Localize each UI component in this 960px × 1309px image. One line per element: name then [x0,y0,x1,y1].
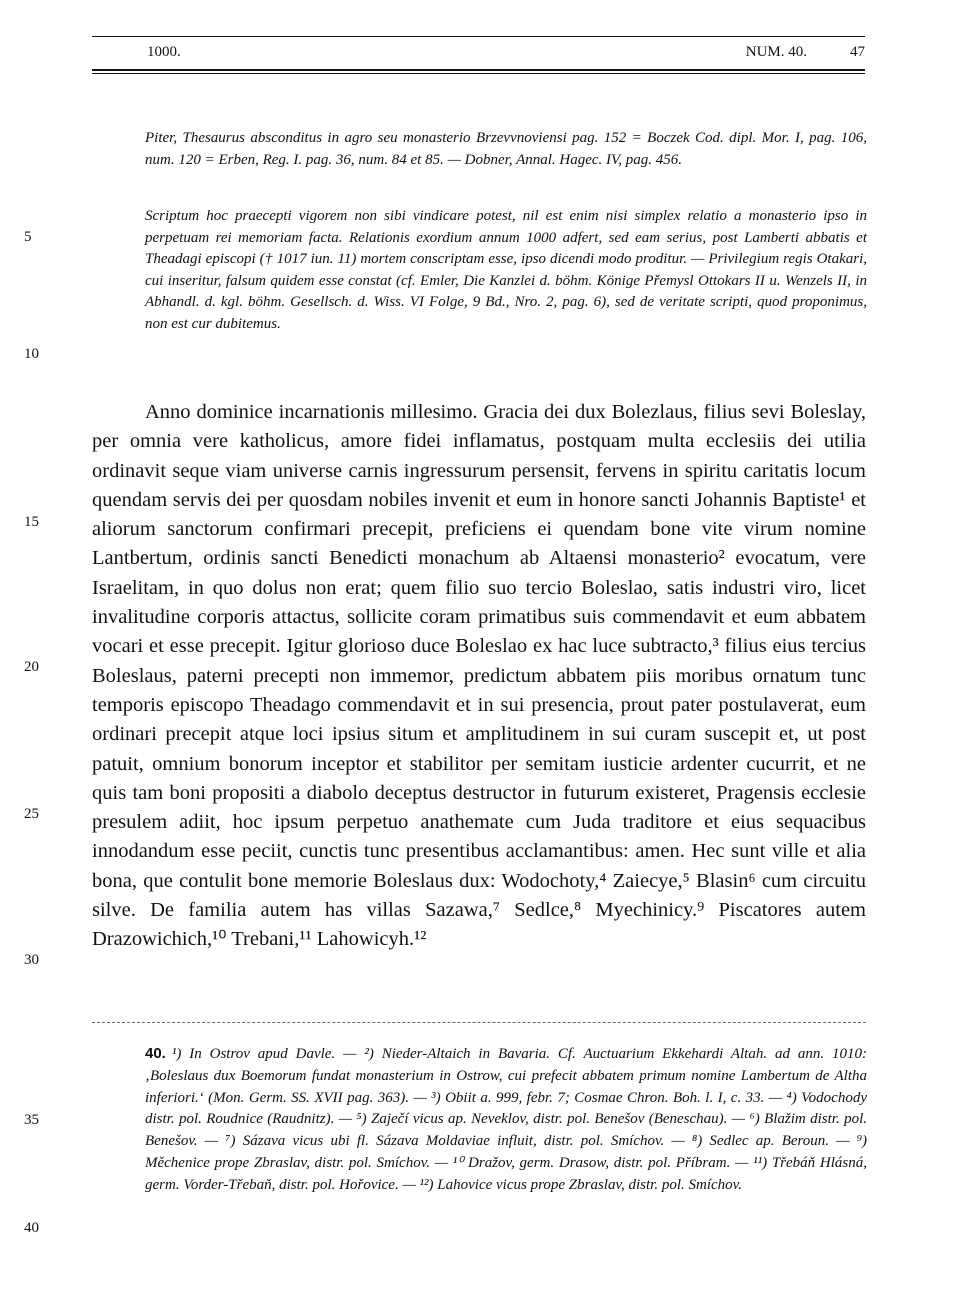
line-number: 40 [24,1220,39,1236]
header-year: 1000. [147,44,181,60]
header-rule-bottom-thin [92,73,865,74]
charter-text: Anno dominice incarnationis millesimo. Gracia dei dux Bolezlaus, filius sevi Boleslay, per omnia vere katholicus, amore fidei inflamatus, postquam multa ecclesiis dei utilia ordinavit seque viam universe carnis ingressurum persensit, fervens in spiritu caritatis locum quendam servis dei per quosdam nobiles invenit et eum in honore sancti Johannis Baptiste¹ et aliorum sanctorum confirmari precepit, preficiens ei quendam bone vite virum nomine Lantbertum, ordinis sancti Benedicti monachum ab Altaensi monasterio² evocatum, vere Israelitam, in quo dolus non erat; quem filio suo tercio Boleslao, satis industri viro, licet invalitudine corporis attactus, sollicite coram primatibus suis commendavit et eum abbatem vocari et esse precepit. Igitur glorioso duce Boleslao ex hac luce subtracto,³ filius eius tercius Boleslaus, paterni precepti non immemor, predictum abbatem piis moribus ornatum tunc temporis episcopo Theadago commendavit et in sui presencia, prout pater postulaverat, eum ordinari precepit atque loci ipsius situm et amplitudinem in sui curam suscepit et, ut post patuit, omnium bonorum inceptor et stabilitor per semitam iusticie ardenter cucurrit, et ne quis tam boni propositi a diabolo deceptus destructor in futurum existeret, Pragensis ecclesie presulem adiit, hoc ipsum perpetuo anathemate cum Juda traditore et eius sequacibus innodandum esse peciit, cunctis tunc presentibus acclamantibus: amen. Hec sunt ville et alia bona, que contulit bone memorie Boleslaus dux: Wodochoty,⁴ Zaiecye,⁵ Blasin⁶ cum circuitu silve. De familia autem has villas Sazawa,⁷ Sedlce,⁸ Myechinicy.⁹ Piscatores autem Drazowichich,¹⁰ Trebani,¹¹ Lahowicyh.¹² [92,401,866,951]
line-number: 20 [24,659,39,675]
line-number: 10 [24,346,39,362]
header-page-number: 47 [850,44,865,60]
running-header [92,44,865,68]
footnote-document-label: 40. [145,1045,166,1062]
line-number: 15 [24,514,39,530]
editorial-commentary: Scriptum hoc praecepti vigorem non sibi vindicare potest, nil est enim nisi simplex relatio a monasterio ipso in perpetuam rei memoriam facta. Relationis exordium annum 1000 adfert, sed eam serius, post Lamberti abbatis et Theadagi episcopi († 1017 iun. 11) mortem conscriptam esse, ipso dicendi modo proditur. — Privilegium regis Otakari, cui inseritur, falsum quidem esse constat (cf. Emler, Die Kanzlei d. böhm. Könige Přemysl Ottokars II u. Wenzels II, in Abhandl. d. kgl. böhm. Gesellsch. d. Wiss. VI Folge, 9 Bd., Nro. 2, pag. 6), sed de veritate scripti, quod proponimus, non est cur dubitemus. [145,208,867,332]
header-rule-top [92,36,865,37]
line-number: 35 [24,1112,39,1128]
footnote-separator [92,1022,866,1023]
header-document-number: NUM. 40. [745,44,807,60]
footnote-text: ¹) In Ostrov apud Davle. — ²) Nieder-Altaich in Bavaria. Cf. Auctuarium Ekkehardi Altah. ad ann. 1010: ‚Boleslaus dux Boemorum fundat monasterium in Ostrow, cui prefecit abbatem primum nomine Lambertum de Altha inferiori.‘ (Mon. Germ. SS. XVII pag. 363). — ³) Obiit a. 999, febr. 7; Cosmae Chron. Boh. l. I, c. 33. — ⁴) Vodochody distr. pol. Roudnice (Raudnitz). — ⁵) Zaječí vicus ap. Neveklov, distr. pol. Benešov (Beneschau). — ⁶) Blažim distr. pol. Benešov. — ⁷) Sázava vicus ubi fl. Sázava Moldaviae influit, distr. pol. Smíchov. — ⁸) Sedlec ap. Beroun. — ⁹) Měchenice prope Zbraslav, distr. pol. Smíchov. — ¹⁰ Dražov, germ. Drasow, distr. pol. Příbram. — ¹¹) Třebáň Hlásná, germ. Vorder-Třebaň, distr. pol. Hořovice. — ¹²) Lahovice vicus prope Zbraslav, distr. pol. Smíchov. [145,1046,867,1193]
source-citations: Piter, Thesaurus absconditus in agro seu monasterio Brzevvnoviensi pag. 152 = Boczek Cod. dipl. Mor. I, pag. 106, num. 120 = Erben, Reg. I. pag. 36, num. 84 et 85. — Dobner, Annal. Hagec. IV, pag. 456. [145,130,867,168]
line-number: 25 [24,806,39,822]
line-number: 30 [24,952,39,968]
header-rule-bottom [92,69,865,71]
footnotes [145,1043,867,1197]
line-number: 5 [24,229,32,245]
